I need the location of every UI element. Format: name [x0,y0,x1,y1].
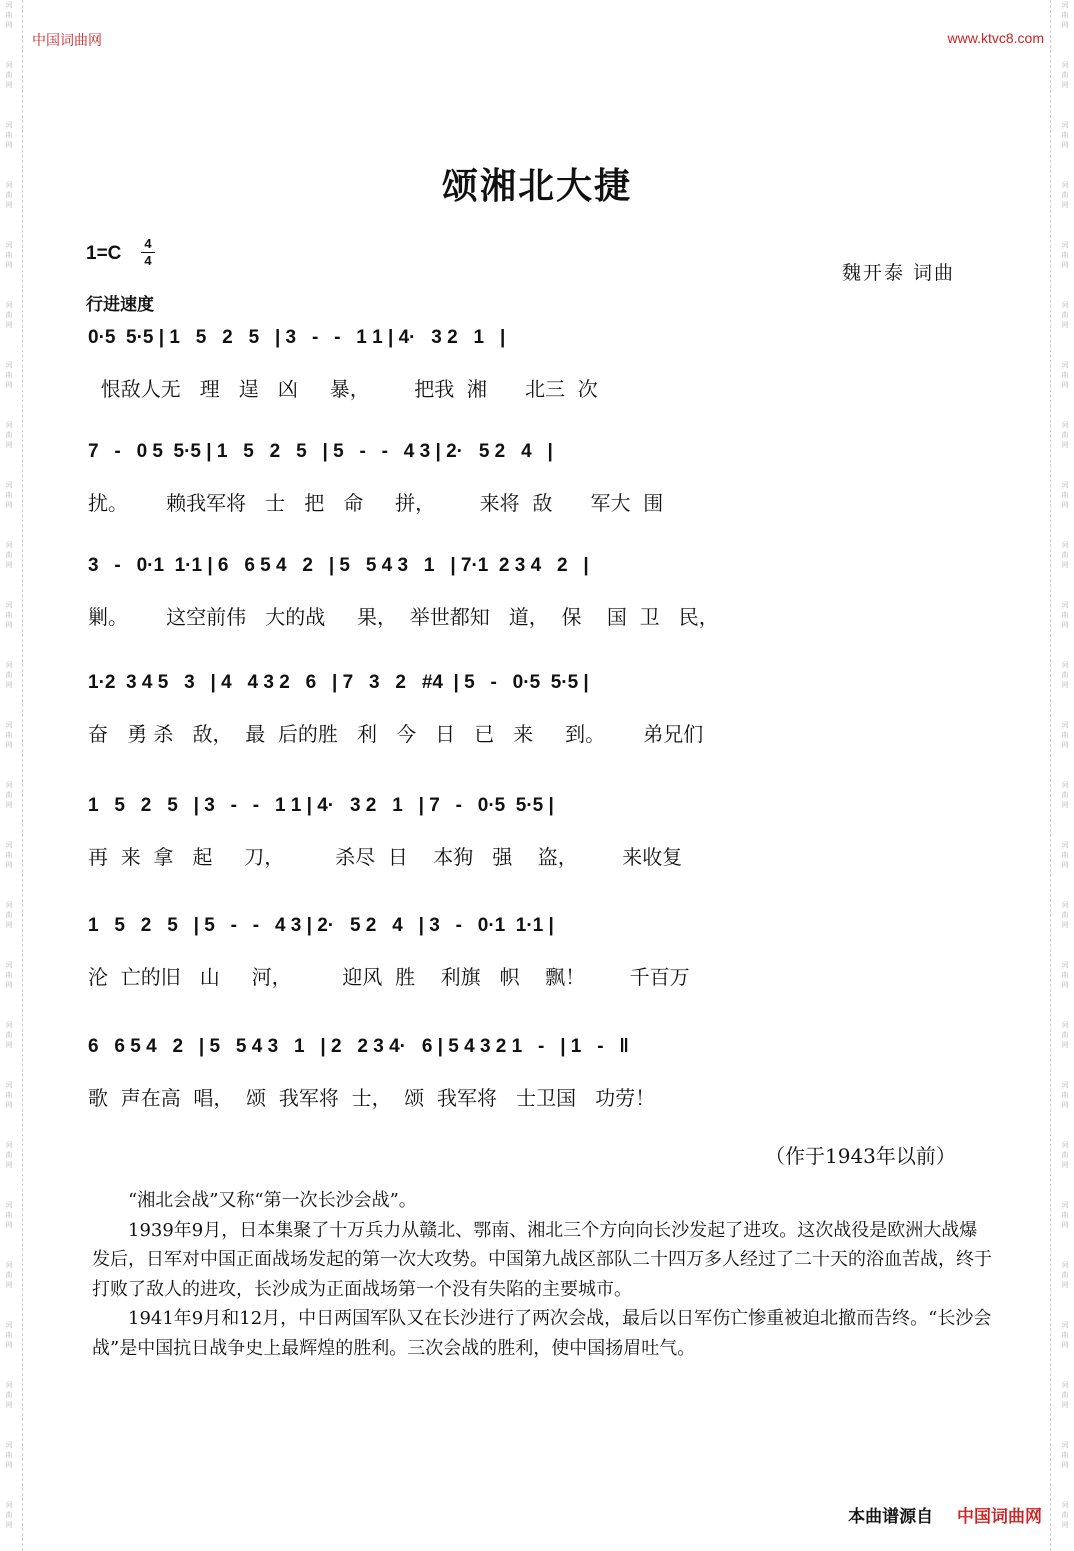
watermark-text: 词 曲 网 [1061,361,1069,389]
watermark-text: 词 曲 网 [1061,1321,1069,1349]
lyrics-line: 恨敌人无 理 逞 凶 暴， 把我 湘 北三 次 [88,377,598,401]
composition-date-note: （作于1943年以前） [765,1144,956,1168]
notation-line: 6 6 5 4 2 | 5 5 4 3 1 | 2 2 3 4· 6 | 5 4 3 2 1 - | 1 - ‖ [88,1036,629,1057]
watermark-text: 词 曲 网 [5,1321,13,1349]
watermark-text: 词 曲 网 [5,121,13,149]
right-watermark-strip [1056,0,1074,1551]
time-signature [141,237,155,268]
watermark-text: 词 曲 网 [5,661,13,689]
watermark-text: 词 曲 网 [5,1141,13,1169]
watermark-text: 词 曲 网 [5,1021,13,1049]
lyrics-line: 再 来 拿 起 刀， 杀尽 日 本狗 强 盗， 来收复 [88,845,683,869]
watermark-text: 词 曲 网 [1061,301,1069,329]
prose-paragraph-2: 1939年9月，日本集聚了十万兵力从赣北、鄂南、湘北三个方向向长沙发起了进攻。这次战役是欧洲大战爆发后，日军对中国正面战场发起的第一次大攻势。中国第九战区部队二十四万多人经过了二十天的浴血苦战，终于打败了敌人的进攻，长沙成为正面战场第一个没有失陷的主要城市。 [92,1219,992,1300]
watermark-text: 词 曲 网 [5,61,13,89]
watermark-text: 词 曲 网 [1061,721,1069,749]
notation-line: 3 - 0·1 1·1 | 6 6 5 4 2 | 5 5 4 3 1 | 7·1 2 3 4 2 | [88,555,589,576]
watermark-text: 词 曲 网 [1061,241,1069,269]
notation-line: 1 5 2 5 | 3 - - 1 1 | 4· 3 2 1 | 7 - 0·5 5·5 | [88,795,554,816]
watermark-text: 词 曲 网 [1061,1,1069,29]
watermark-text: 词 曲 网 [5,481,13,509]
watermark-text: 词 曲 网 [1061,1201,1069,1229]
watermark-text: 词 曲 网 [5,1261,13,1289]
background-notes [92,1186,992,1363]
lyrics-line: 歌 声在高 唱， 颂 我军将 士， 颂 我军将 士卫国 功劳！ [88,1086,656,1110]
watermark-text: 词 曲 网 [1061,1021,1069,1049]
watermark-text: 词 曲 网 [1061,961,1069,989]
header-site-url: www.ktvc8.com [947,30,1044,46]
watermark-text: 词 曲 网 [5,781,13,809]
watermark-text: 词 曲 网 [1061,61,1069,89]
watermark-text: 词 曲 网 [1061,901,1069,929]
watermark-text: 词 曲 网 [1061,661,1069,689]
notation-line: 0·5 5·5 | 1 5 2 5 | 3 - - 1 1 | 4· 3 2 1 | [88,327,506,348]
song-title: 颂湘北大捷 [441,165,632,207]
watermark-text: 词 曲 网 [1061,1501,1069,1529]
watermark-text: 词 曲 网 [5,1,13,29]
lyrics-line: 奋 勇 杀 敌， 最 后的胜 利 今 日 已 来 到。 弟兄们 [88,722,704,746]
notation-line: 1·2 3 4 5 3 | 4 4 3 2 6 | 7 3 2 #4 | 5 - 0·5 5·5 | [88,672,589,693]
notation-line: 7 - 0 5 5·5 | 1 5 2 5 | 5 - - 4 3 | 2· 5 2 4 | [88,441,553,462]
watermark-text: 词 曲 网 [5,541,13,569]
watermark-text: 词 曲 网 [5,1501,13,1529]
watermark-text: 词 曲 网 [5,901,13,929]
watermark-text: 词 曲 网 [1061,1441,1069,1469]
watermark-text: 词 曲 网 [5,1081,13,1109]
watermark-text: 词 曲 网 [1061,601,1069,629]
footer-source [848,1502,1042,1527]
author-credit: 魏开泰 词曲 [842,262,956,284]
right-margin-rule [1050,0,1052,1551]
watermark-text: 词 曲 网 [5,241,13,269]
watermark-text: 词 曲 网 [5,1381,13,1409]
watermark-text: 词 曲 网 [1061,481,1069,509]
time-signature-top: 4 [144,236,152,251]
watermark-text: 词 曲 网 [5,181,13,209]
prose-paragraph-1: “湘北会战”又称“第一次长沙会战”。 [128,1190,417,1211]
watermark-text: 词 曲 网 [1061,541,1069,569]
watermark-text: 词 曲 网 [5,421,13,449]
watermark-text: 词 曲 网 [1061,1141,1069,1169]
lyrics-line: 剿。 这空前伟 大的战 果， 举世都知 道， 保 国 卫 民， [88,605,719,629]
notation-line: 1 5 2 5 | 5 - - 4 3 | 2· 5 2 4 | 3 - 0·1 1·1 | [88,915,554,936]
footer-source-label: 本曲谱源自 [848,1507,934,1527]
time-signature-bottom: 4 [144,253,152,268]
prose-paragraph-3: 1941年9月和12月，中日两国军队又在长沙进行了两次会战，最后以日军伤亡惨重被迫北撤而告终。“长沙会战”是中国抗日战争史上最辉煌的胜利。三次会战的胜利，使中国扬眉吐气。 [92,1308,992,1359]
lyrics-line: 扰。 赖我军将 士 把 命 拼， 来将 敌 军大 围 [88,491,664,515]
left-margin-rule [22,0,24,1551]
watermark-text: 词 曲 网 [1061,421,1069,449]
tempo-marking: 行进速度 [86,295,154,315]
lyrics-line: 沦 亡的旧 山 河， 迎风 胜 利旗 帜 飘！ 千百万 [88,965,690,989]
watermark-text: 词 曲 网 [1061,1381,1069,1409]
watermark-text: 词 曲 网 [1061,181,1069,209]
watermark-text: 词 曲 网 [5,361,13,389]
watermark-text: 词 曲 网 [1061,1081,1069,1109]
watermark-text: 词 曲 网 [1061,121,1069,149]
watermark-text: 词 曲 网 [5,601,13,629]
key-signature: 1=C [86,243,122,264]
header-site-name: 中国词曲网 [32,32,102,48]
watermark-text: 词 曲 网 [5,961,13,989]
watermark-text: 词 曲 网 [1061,1261,1069,1289]
watermark-text: 词 曲 网 [5,841,13,869]
footer-source-link[interactable]: 中国词曲网 [957,1507,1042,1527]
watermark-text: 词 曲 网 [5,301,13,329]
watermark-text: 词 曲 网 [5,721,13,749]
left-watermark-strip [0,0,18,1551]
watermark-text: 词 曲 网 [1061,841,1069,869]
watermark-text: 词 曲 网 [1061,781,1069,809]
watermark-text: 词 曲 网 [5,1201,13,1229]
watermark-text: 词 曲 网 [5,1441,13,1469]
